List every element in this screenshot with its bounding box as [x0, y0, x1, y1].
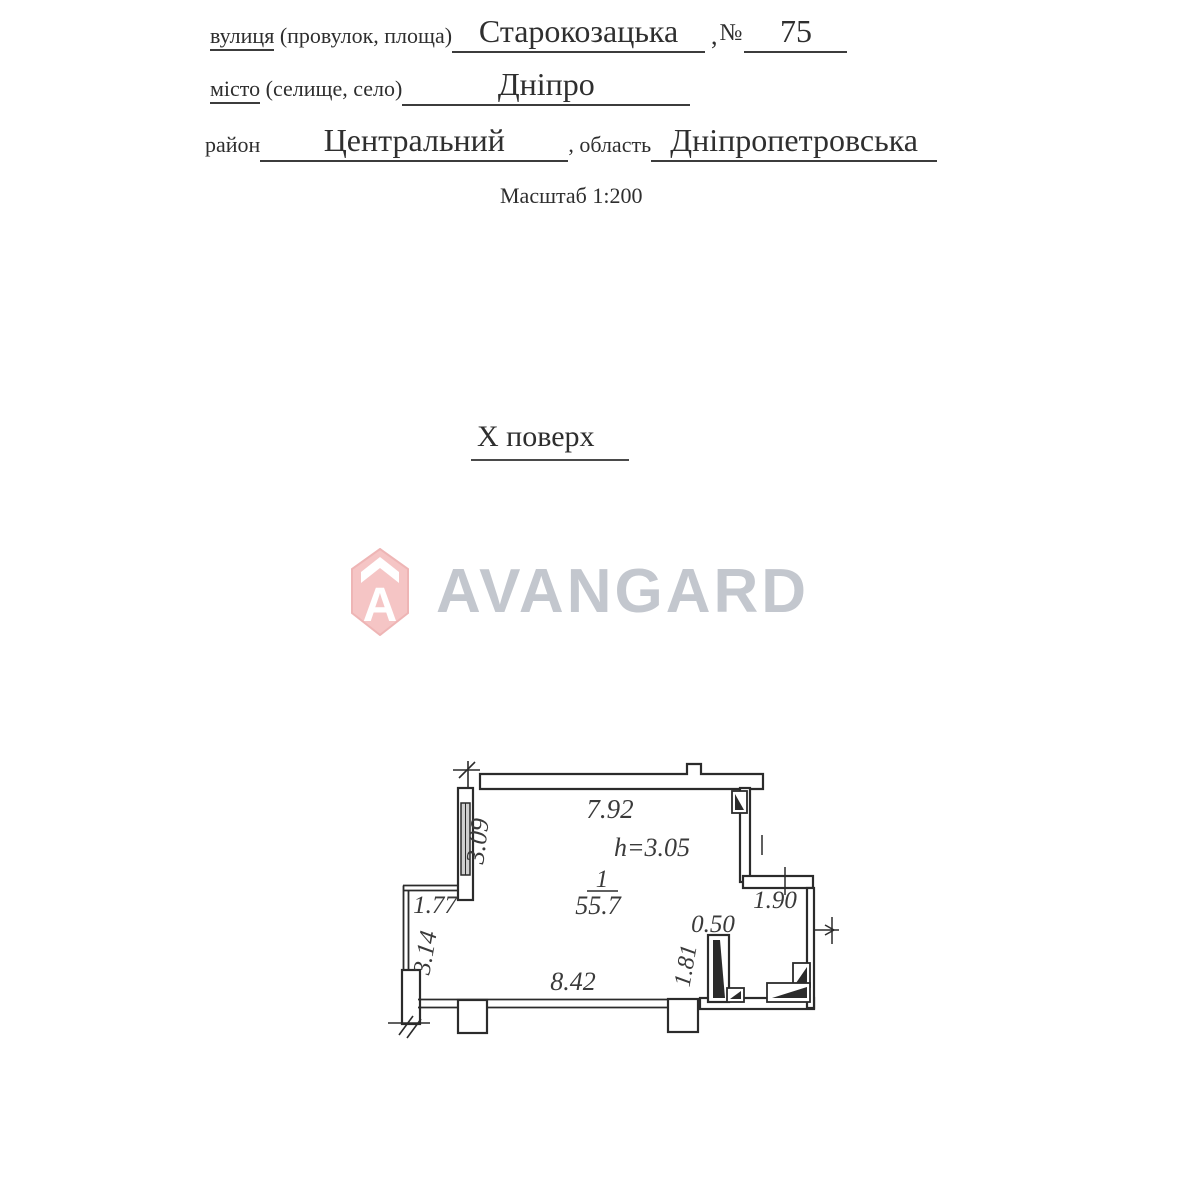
survey-tick-top-left — [453, 761, 480, 790]
dim-vent-width: 0.50 — [691, 911, 735, 938]
city-line — [210, 66, 690, 106]
room-number: 1 — [595, 866, 609, 893]
logo-text: AVANGARD — [436, 556, 810, 626]
wall-top — [480, 764, 763, 789]
city-label: місто (селище, село) — [210, 78, 402, 106]
room-area: 55.7 — [575, 891, 621, 920]
number-value-field: 75 — [744, 13, 847, 53]
logo-letter: A — [362, 579, 398, 632]
floor-plan-svg — [385, 748, 855, 1078]
dim-top-width: 7.92 — [586, 794, 634, 824]
watermark-logo — [350, 548, 809, 641]
district-line — [205, 122, 937, 162]
floor-plan — [385, 748, 855, 1078]
city-value-field: Дніпро — [402, 66, 690, 106]
dim-balcony-height: 3.14 — [408, 928, 443, 977]
dim-balcony-width: 1.77 — [413, 892, 457, 919]
floor-title: X поверх — [471, 420, 629, 461]
ceiling-height: h=3.05 — [613, 833, 691, 862]
dim-vent-height: 1.81 — [669, 942, 703, 989]
street-line — [210, 13, 847, 53]
street-value-field: Старокозацька — [452, 13, 705, 53]
door-tick-right — [814, 917, 839, 944]
region-value-field: Дніпропетровська — [651, 122, 937, 162]
avangard-house-icon — [350, 548, 410, 641]
dim-bottom-width: 8.42 — [550, 967, 596, 996]
district-value-field: Центральний — [260, 122, 568, 162]
dim-right-step: 1.90 — [753, 887, 797, 914]
street-label: вулиця (провулок, площа) — [210, 25, 452, 53]
district-label: район — [205, 131, 261, 157]
column-bottom-2 — [668, 999, 698, 1032]
pier-left — [402, 970, 420, 1024]
dim-left-height: 3.09 — [460, 816, 495, 866]
scale-text: Масштаб 1:200 — [500, 183, 643, 208]
region-label: , область — [568, 131, 652, 157]
street-comma: , — [711, 20, 718, 50]
number-label: № — [719, 19, 743, 46]
column-bottom-1 — [458, 1000, 487, 1033]
